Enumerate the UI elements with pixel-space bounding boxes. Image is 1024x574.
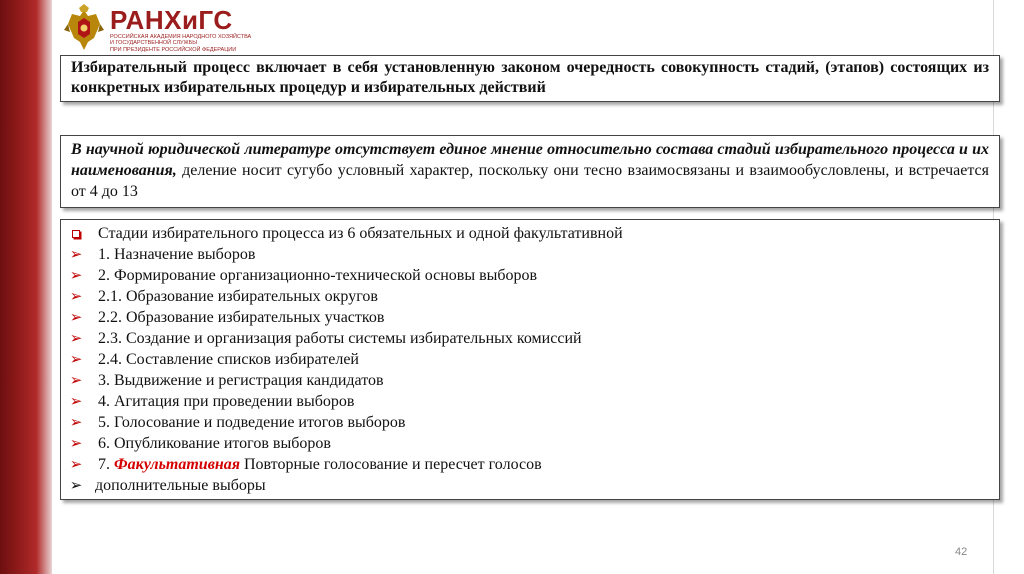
list-item: ➢ 3. Выдвижение и регистрация кандидатов bbox=[69, 371, 384, 389]
literature-rest: деление носит сугубо условный характер, поскольку они тесно взаимосвязаны и взаимообусловлены, и встречается от 4 до 13 bbox=[71, 162, 989, 200]
list-item: ➢ 4. Агитация при проведении выборов bbox=[69, 392, 355, 410]
list-item: ➢ 2.3. Создание и организация работы системы избирательных комиссий bbox=[69, 329, 582, 347]
arrow-bullet-icon: ➢ bbox=[69, 245, 83, 263]
list-item: ➢ 1. Назначение выборов bbox=[69, 245, 256, 263]
definition-text: Избирательный процесс включает в себя установленную законом очередность совокупность стадий, (этапов) состоящих из конкретных избирательных процедур и избирательных действий bbox=[71, 59, 989, 96]
literature-paragraph bbox=[71, 139, 989, 202]
left-decorative-bar bbox=[0, 0, 52, 574]
arrow-bullet-icon: ➢ bbox=[69, 434, 83, 452]
list-item: ➢ 2.1. Образование избирательных округов bbox=[69, 287, 378, 305]
literature-box bbox=[60, 135, 1000, 208]
list-item-optional: ➢ 7. Факультативная Повторные голосование и пересчет голосов bbox=[69, 455, 542, 473]
logo-subtitle-2: И ГОСУДАРСТВЕННОЙ СЛУЖБЫ bbox=[110, 40, 198, 47]
eagle-emblem-icon bbox=[62, 4, 106, 56]
arrow-bullet-icon: ➢ bbox=[69, 329, 83, 347]
arrow-bullet-icon: ➢ bbox=[69, 455, 83, 473]
ranepa-logo bbox=[62, 4, 252, 56]
arrow-bullet-icon: ➢ bbox=[69, 476, 83, 494]
list-item: ➢ 2. Формирование организационно-технической основы выборов bbox=[69, 266, 538, 284]
arrow-bullet-icon: ➢ bbox=[69, 308, 83, 326]
arrow-bullet-icon: ➢ bbox=[69, 266, 83, 284]
stages-header-text: Стадии избирательного процесса из 6 обязательных и одной факультативной bbox=[98, 225, 623, 242]
square-bullet-icon bbox=[72, 230, 80, 238]
logo-subtitle-1: РОССИЙСКАЯ АКАДЕМИЯ НАРОДНОГО ХОЗЯЙСТВА bbox=[110, 34, 252, 40]
arrow-bullet-icon: ➢ bbox=[69, 392, 83, 410]
arrow-bullet-icon: ➢ bbox=[69, 287, 83, 305]
logo-title: РАНХиГС bbox=[110, 5, 233, 35]
literature-emphasis: В научной юридической литературе отсутствует единое мнение относительно состава стадий избирательного процесса и их наименования, bbox=[71, 141, 989, 179]
logo-subtitle-3: ПРИ ПРЕЗИДЕНТЕ РОССИЙСКОЙ ФЕДЕРАЦИИ bbox=[110, 46, 237, 53]
definition-box bbox=[60, 55, 1000, 102]
list-item: ➢ 2.4. Составление списков избирателей bbox=[69, 350, 359, 368]
stages-header-item bbox=[69, 223, 991, 244]
list-item: ➢ 6. Опубликование итогов выборов bbox=[69, 434, 331, 452]
list-item-additional: ➢ дополнительные выборы bbox=[69, 476, 266, 494]
stages-box bbox=[60, 219, 1000, 500]
arrow-bullet-icon: ➢ bbox=[69, 413, 83, 431]
page-number: 42 bbox=[955, 546, 968, 558]
arrow-bullet-icon: ➢ bbox=[69, 350, 83, 368]
arrow-bullet-icon: ➢ bbox=[69, 371, 83, 389]
stages-list bbox=[69, 223, 991, 496]
list-item: ➢ 2.2. Образование избирательных участков bbox=[69, 308, 385, 326]
list-item: ➢ 5. Голосование и подведение итогов выборов bbox=[69, 413, 406, 431]
optional-highlight: Факультативная bbox=[114, 456, 240, 473]
